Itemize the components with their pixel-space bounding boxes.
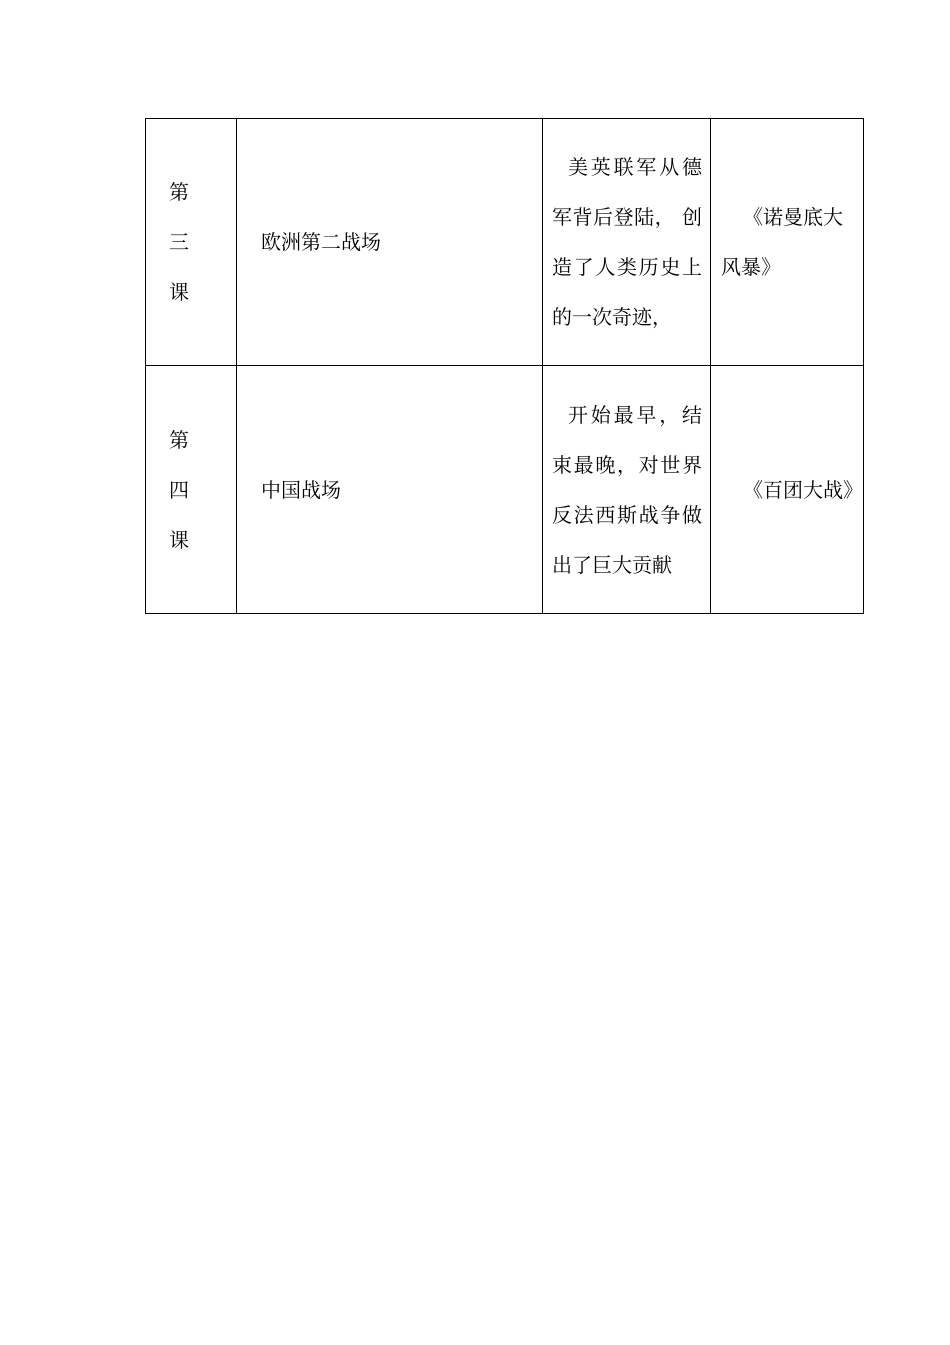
lesson-title: 欧洲第二战场 [237,119,543,366]
lesson-char: 四 [169,477,189,502]
film-title: 《诺曼底大风暴》 [721,205,843,279]
lesson-char: 第 [169,180,189,204]
lesson-number [146,167,236,317]
lesson-char: 课 [169,280,189,304]
lesson-description: 开始最早，结束最晚，对世界反法西斯战争做出了巨大贡献 [552,402,702,577]
film-cell [711,366,864,614]
lesson-description-cell [543,366,711,614]
film-cell [711,119,864,366]
lesson-title: 中国战场 [237,366,543,614]
table-row [146,119,864,366]
lesson-char: 第 [169,427,189,452]
lesson-number-cell [146,119,237,366]
lesson-char: 三 [169,230,189,254]
lesson-number [146,415,236,565]
table-row [146,366,864,614]
lesson-description-cell [543,119,711,366]
lesson-table [145,118,864,614]
lesson-number-cell [146,366,237,614]
lesson-description: 美英联军从德军背后登陆， 创造了人类历史上的一次奇迹， [552,155,702,329]
lesson-char: 课 [169,527,189,552]
film-title: 《百团大战》 [743,477,863,502]
